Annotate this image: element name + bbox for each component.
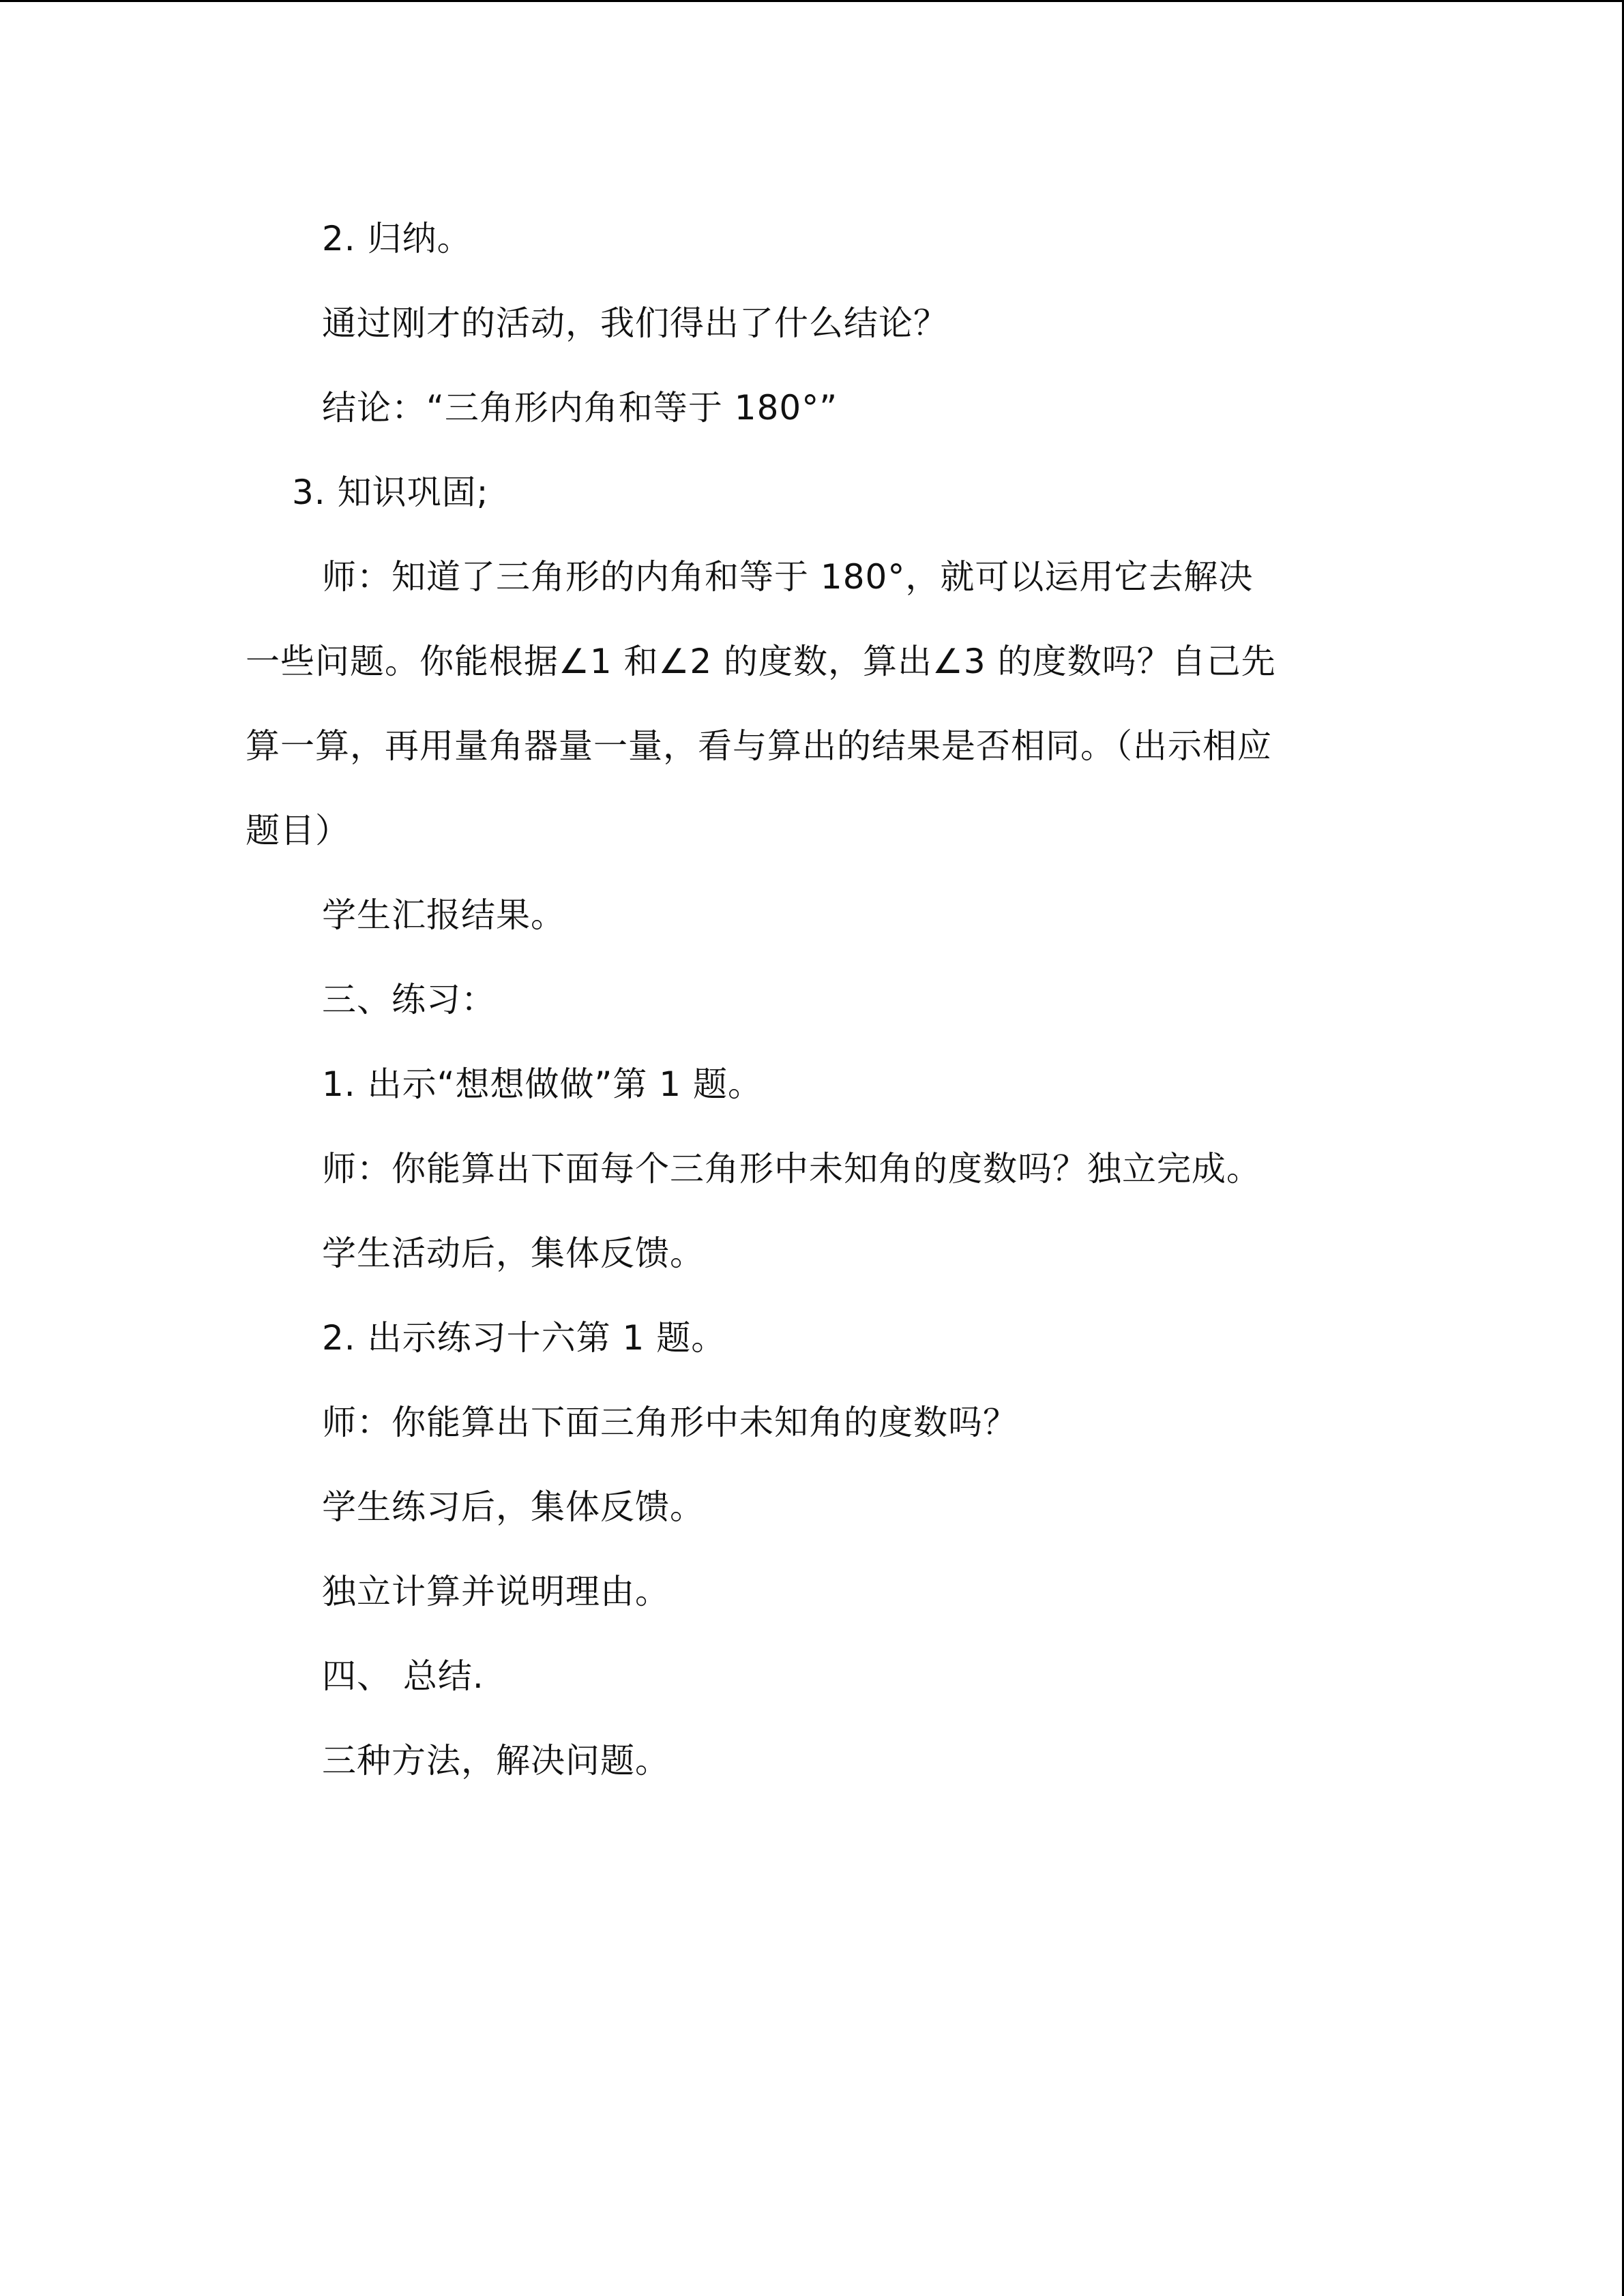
paragraph-line: 1. 出示“想想做做”第 1 题。 <box>322 1064 763 1104</box>
section-heading-induction: 2. 归纳。 <box>322 219 472 258</box>
page-border-top <box>0 0 1624 2</box>
paragraph-line: 师：知道了三角形的内角和等于 180°，就可以运用它去解决 <box>322 557 1254 597</box>
paragraph-line: 一些问题。你能根据∠1 和∠2 的度数，算出∠3 的度数吗？自己先 <box>246 642 1276 681</box>
paragraph-line: 学生练习后，集体反馈。 <box>322 1487 705 1527</box>
paragraph-line: 学生活动后，集体反馈。 <box>322 1234 705 1273</box>
paragraph-line: 算一算，再用量角器量一量，看与算出的结果是否相同。（出示相应 <box>246 726 1272 766</box>
paragraph-line: 题目） <box>246 811 350 850</box>
conclusion-line: 结论：“三角形内角和等于 180°” <box>322 388 838 428</box>
section-heading-practice: 三、练习： <box>322 980 496 1019</box>
paragraph-line: 师：你能算出下面三角形中未知角的度数吗？ <box>322 1403 1018 1442</box>
paragraph-line: 独立计算并说明理由。 <box>322 1572 670 1611</box>
paragraph-line: 师：你能算出下面每个三角形中未知角的度数吗？独立完成。 <box>322 1149 1261 1189</box>
paragraph-line: 2. 出示练习十六第 1 题。 <box>322 1318 726 1358</box>
section-heading-consolidation: 3. 知识巩固; <box>292 473 489 512</box>
question-line: 通过刚才的活动，我们得出了什么结论？ <box>322 303 948 343</box>
paragraph-line: 三种方法，解决问题。 <box>322 1741 670 1780</box>
section-heading-summary: 四、 总结. <box>322 1656 484 1696</box>
paragraph-line: 学生汇报结果。 <box>322 895 565 935</box>
